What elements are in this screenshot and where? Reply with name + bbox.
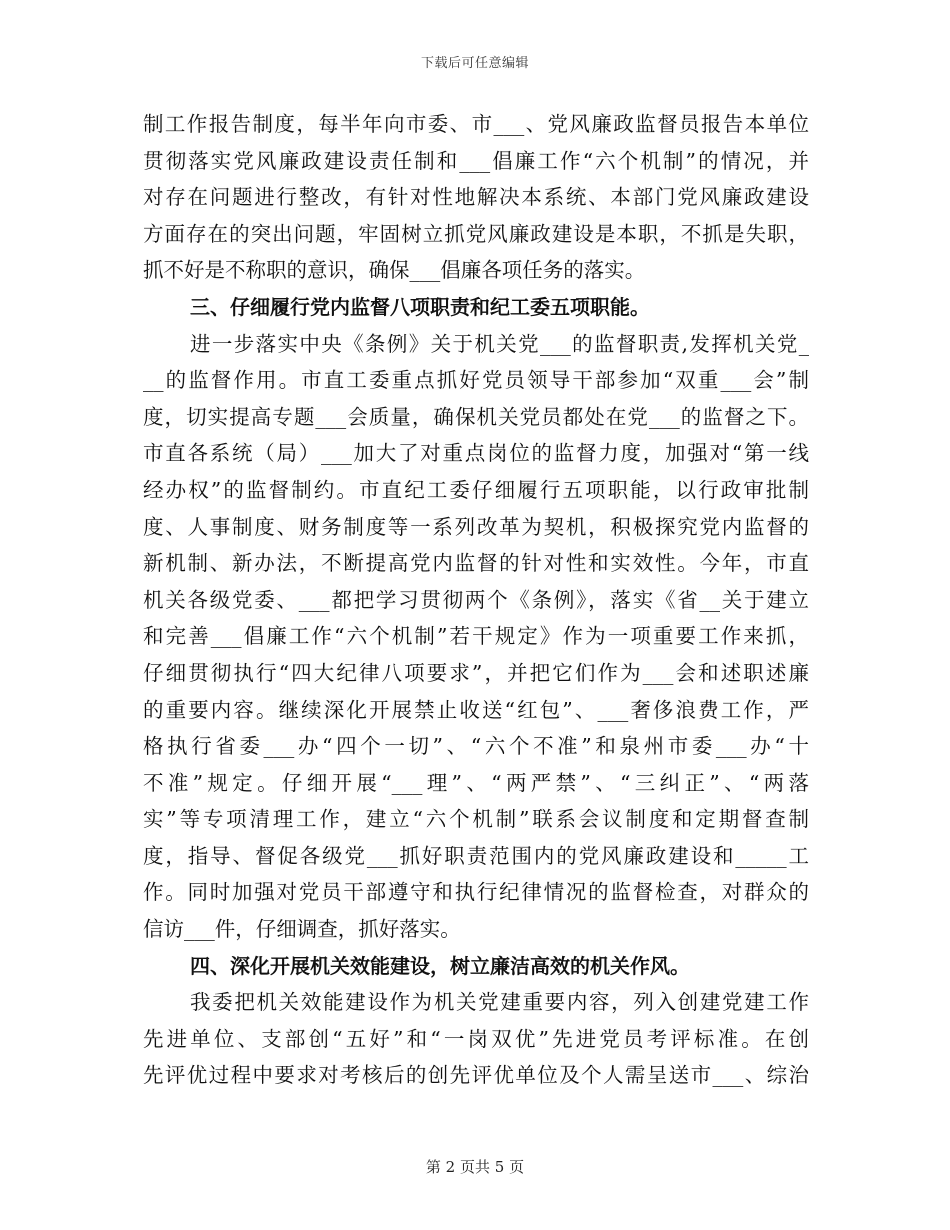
paragraph-line: 作。同时加强对党员干部遵守和执行纪律情况的监督检查，对群众的 xyxy=(143,880,809,905)
section-heading: 三、仔细履行党内监督八项职责和纪工委五项职能。 xyxy=(190,294,650,319)
paragraph-line: 先进单位、支部创“五好”和“一岗双优”先进党员考评标准。在创 xyxy=(143,1026,809,1051)
paragraph-first-line: 进一步落实中央《条例》关于机关党___的监督职责,发挥机关党_ xyxy=(190,331,809,356)
paragraph-line: 市直各系统（局）___加大了对重点岗位的监督力度，加强对“第一线 xyxy=(143,441,809,466)
section-heading: 四、深化开展机关效能建设，树立廉洁高效的机关作风。 xyxy=(190,953,690,978)
paragraph-line: 机关各级党委、___都把学习贯彻两个《条例》，落实《省__关于建立 xyxy=(143,587,809,612)
paragraph-line: 度、人事制度、财务制度等一系列改革为契机，积极探究党内监督的 xyxy=(143,514,809,539)
paragraph-line: 度，切实提高专题___会质量，确保机关党员都处在党___的监督之下。 xyxy=(143,404,809,429)
page-number-footer: 第 2 页共 5 页 xyxy=(425,1158,525,1176)
page-header-note: 下载后可任意编辑 xyxy=(420,56,529,71)
paragraph-line: 仔细贯彻执行“四大纪律八项要求”，并把它们作为___会和述职述廉 xyxy=(143,660,809,685)
paragraph-line: 格执行省委___办“四个一切”、“六个不准”和泉州市委___办“十 xyxy=(143,734,809,759)
paragraph-line: 和完善___倡廉工作“六个机制”若干规定》作为一项重要工作来抓， xyxy=(143,624,809,649)
paragraph-line: 制工作报告制度，每半年向市委、市___、党风廉政监督员报告本单位 xyxy=(143,112,809,136)
paragraph-line: 经办权”的监督制约。市直纪工委仔细履行五项职能，以行政审批制 xyxy=(143,477,809,502)
document-body xyxy=(143,106,809,1094)
paragraph-line: 实”等专项清理工作，建立“六个机制”联系会议制度和定期督查制 xyxy=(143,807,809,832)
paragraph-line: 方面存在的突出问题，牢固树立抓党风廉政建设是本职，不抓是失职， xyxy=(143,221,809,246)
paragraph-line: 的重要内容。继续深化开展禁止收送“红包”、___奢侈浪费工作，严 xyxy=(143,697,809,722)
paragraph-last-line: 抓不好是不称职的意识，确保___倡廉各项任务的落实。 xyxy=(143,258,646,283)
paragraph-line: 新机制、新办法，不断提高党内监督的针对性和实效性。今年，市直 xyxy=(143,551,809,576)
paragraph-line: 先评优过程中要求对考核后的创先评优单位及个人需呈送市___、综治 xyxy=(143,1063,809,1088)
paragraph-line: 对存在问题进行整改，有针对性地解决本系统、本部门党风廉政建设 xyxy=(143,185,809,210)
paragraph-line: 不准”规定。仔细开展“___理”、“两严禁”、“三纠正”、“两落 xyxy=(143,770,809,795)
paragraph-line: __的监督作用。市直工委重点抓好党员领导干部参加“双重___会”制 xyxy=(143,368,809,393)
paragraph-last-line: 信访___件，仔细调查，抓好落实。 xyxy=(143,917,461,942)
paragraph-line: 度，指导、督促各级党___抓好职责范围内的党风廉政建设和_____工 xyxy=(143,843,809,868)
paragraph-line: 贯彻落实党风廉政建设责任制和___倡廉工作“六个机制”的情况，并 xyxy=(143,148,809,173)
paragraph-first-line: 我委把机关效能建设作为机关党建重要内容，列入创建党建工作 xyxy=(190,990,809,1015)
